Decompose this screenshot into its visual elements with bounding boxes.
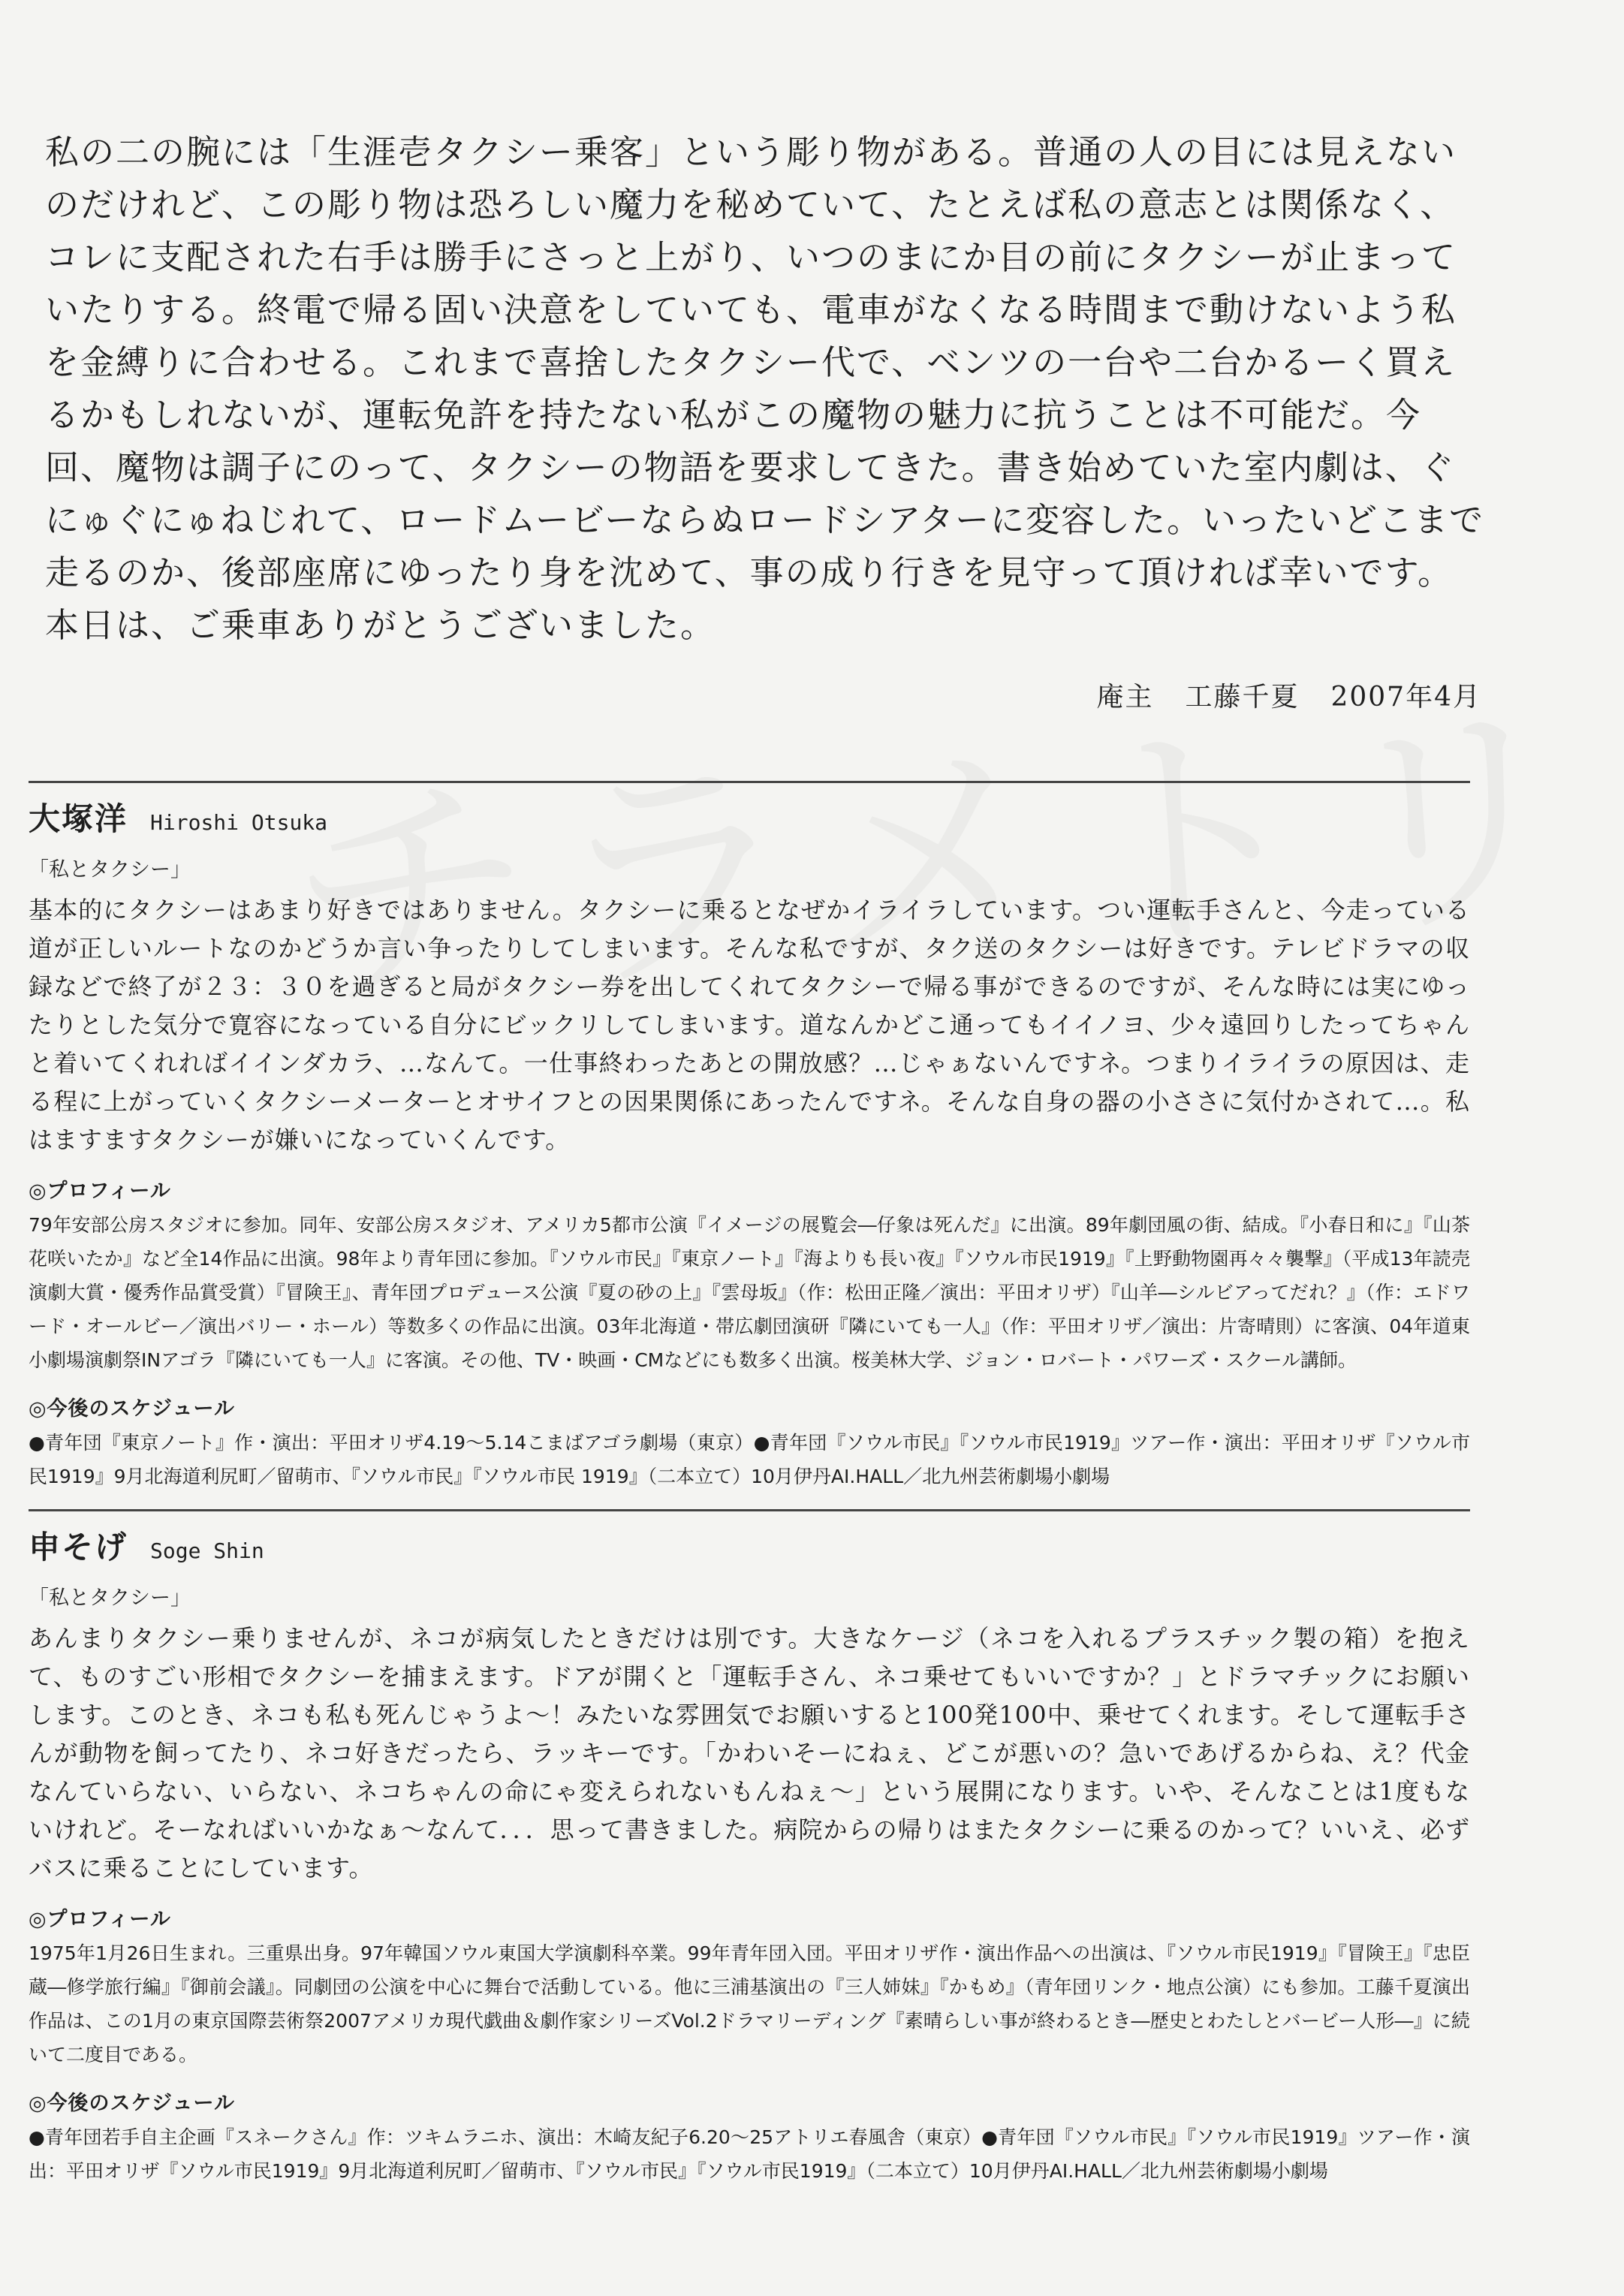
signature-name: 工藤千夏	[1185, 682, 1300, 713]
actor-name-heading	[29, 1523, 1470, 1568]
schedule-heading: ◎今後のスケジュール	[29, 2092, 235, 2115]
actor-name: 大塚洋	[29, 800, 128, 837]
signature	[1065, 676, 1481, 714]
profile-heading: ◎プロフィール	[29, 1908, 171, 1931]
schedule-text: ●青年団『東京ノート』作・演出：平田オリザ4.19～5.14こまばアゴラ劇場（東京）●青年団『ソウル市民』『ソウル市民1919』ツアー作・演出：平田オリザ『ソウル市民1919』9月北海道利尻町／留萌市、『ソウル市民』『ソウル市民 1919』（二本立て）10月伊丹AI.HALL／北九州芸術劇場小劇場	[29, 1432, 1470, 1487]
essay-text: 基本的にタクシーはあまり好きではありません。タクシーに乗るとなぜかイライラしています。つい運転手さんと、今走っている道が正しいルートなのかどうか言い争ったりしてしまいます。そんな私ですが、タク送のタクシーは好きです。テレビドラマの収録などで終了が２３：３０を過ぎると局がタクシー券を出してくれてタクシーで帰る事ができるのですが、そんな時には実にゆったりとした気分で寛容になっている自分にビックリしてしまいます。道なんかどこ通ってもイイノヨ、少々遠回りしたってちゃんと着いてくれればイインダカラ、…なんて。一仕事終わったあとの開放感？…じゃぁないんですネ。つまりイライラの原因は、走る程に上がっていくタクシーメーターとオサイフとの因果関係にあったんですネ。そんな自身の器の小ささに気付かされて…。私はますますタクシーが嫌いになっていくんです。	[29, 896, 1470, 1154]
section-divider	[29, 781, 1470, 783]
signature-date: 2007年4月	[1330, 682, 1481, 713]
actor-name-roman: Hiroshi Otsuka	[150, 810, 328, 835]
signature-role: 庵主	[1096, 682, 1154, 713]
profile-text: 79年安部公房スタジオに参加。同年、安部公房スタジオ、アメリカ5都市公演『イメージの展覧会―仔象は死んだ』に出演。89年劇団風の街、結成。『小春日和に』『山茶花咲いたか』など全14作品に出演。98年より青年団に参加。『ソウル市民』『東京ノート』『海よりも長い夜』『ソウル市民1919』『上野動物園再々々襲撃』（平成13年読売演劇大賞・優秀作品賞受賞）『冒険王』、青年団プロデュース公演『夏の砂の上』『雲母坂』（作：松田正隆／演出：平田オリザ）『山羊―シルビアってだれ？』（作：エドワード・オールビー／演出バリー・ホール）等数多くの作品に出演。03年北海道・帯広劇団演研『隣にいても一人』（作：平田オリザ／演出：片寄晴則）に客演、04年道東小劇場演劇祭INアゴラ『隣にいても一人』に客演。その他、TV・映画・CMなどにも数多く出演。桜美林大学、ジョン・ロバート・パワーズ・スクール講師。	[29, 1214, 1470, 1371]
essay-title: 「私とタクシー」	[29, 858, 191, 881]
schedule-heading: ◎今後のスケジュール	[29, 1397, 235, 1421]
schedule-text: ●青年団若手自主企画『スネークさん』作：ツキムラニホ、演出：木崎友紀子6.20～25アトリエ春風舎（東京）●青年団『ソウル市民』『ソウル市民1919』ツアー作・演出：平田オリザ『ソウル市民1919』9月北海道利尻町／留萌市、『ソウル市民』『ソウル市民1919』（二本立て）10月伊丹AI.HALL／北九州芸術劇場小劇場	[29, 2126, 1470, 2182]
actor-section-shin	[29, 1523, 1470, 2188]
essay-title: 「私とタクシー」	[29, 1586, 191, 1610]
section-divider	[29, 1509, 1470, 1511]
profile-heading: ◎プロフィール	[29, 1180, 171, 1203]
actor-name-roman: Soge Shin	[150, 1538, 264, 1563]
actor-section-otsuka	[29, 794, 1470, 1493]
intro-statement	[45, 126, 1487, 652]
profile-text: 1975年1月26日生まれ。三重県出身。97年韓国ソウル東国大学演劇科卒業。99年青年団入団。平田オリザ作・演出作品への出演は、『ソウル市民1919』『冒険王』『忠臣蔵―修学旅行編』『御前会議』。同劇団の公演を中心に舞台で活動している。他に三浦基演出の『三人姉妹』『かもめ』（青年団リンク・地点公演）にも参加。工藤千夏演出作品は、この1月の東京国際芸術祭2007アメリカ現代戯曲＆劇作家シリーズVol.2ドラマリーディング『素晴らしい事が終わるとき―歴史とわたしとバービー人形―』に続いて二度目である。	[29, 1942, 1470, 2065]
actor-name-heading	[29, 794, 1470, 839]
essay-text: あんまりタクシー乗りませんが、ネコが病気したときだけは別です。大きなケージ（ネコを入れるプラスチック製の箱）を抱えて、ものすごい形相でタクシーを捕まえます。ドアが開くと「運転手さん、ネコ乗せてもいいですか？」とドラマチックにお願いします。このとき、ネコも私も死んじゃうよ～！みたいな雰囲気でお願いすると100発100中、乗せてくれます。そして運転手さんが動物を飼ってたり、ネコ好きだったら、ラッキーです。「かわいそーにねぇ、どこが悪いの？急いであげるからね、え？代金なんていらない、いらない、ネコちゃんの命にゃ変えられないもんねぇ～」という展開になります。いや、そんなことは1度もないけれど。そーなればいいかなぁ～なんて．．．思って書きました。病院からの帰りはまたタクシーに乗るのかって？いいえ、必ずバスに乗ることにしています。	[29, 1624, 1470, 1882]
actor-name: 申そげ	[29, 1529, 128, 1565]
intro-text: 私の二の腕には「生涯壱タクシー乗客」という彫り物がある。普通の人の目には見えないのだけれど、この彫り物は恐ろしい魔力を秘めていて、たとえば私の意志とは関係なく、コレに支配された右手は勝手にさっと上がり、いつのまにか目の前にタクシーが止まっていたりする。終電で帰る固い決意をしていても、電車がなくなる時間まで動けないよう私を金縛りに合わせる。これまで喜捨したタクシー代で、ベンツの一台や二台かるーく買えるかもしれないが、運転免許を持たない私がこの魔物の魅力に抗うことは不可能だ。今回、魔物は調子にのって、タクシーの物語を要求してきた。書き始めていた室内劇は、ぐにゅぐにゅねじれて、ロードムービーならぬロードシアターに変容した。いったいどこまで走るのか、後部座席にゆったり身を沈めて、事の成り行きを見守って頂ければ幸いです。本日は、ご乗車ありがとうございました。	[45, 132, 1485, 645]
